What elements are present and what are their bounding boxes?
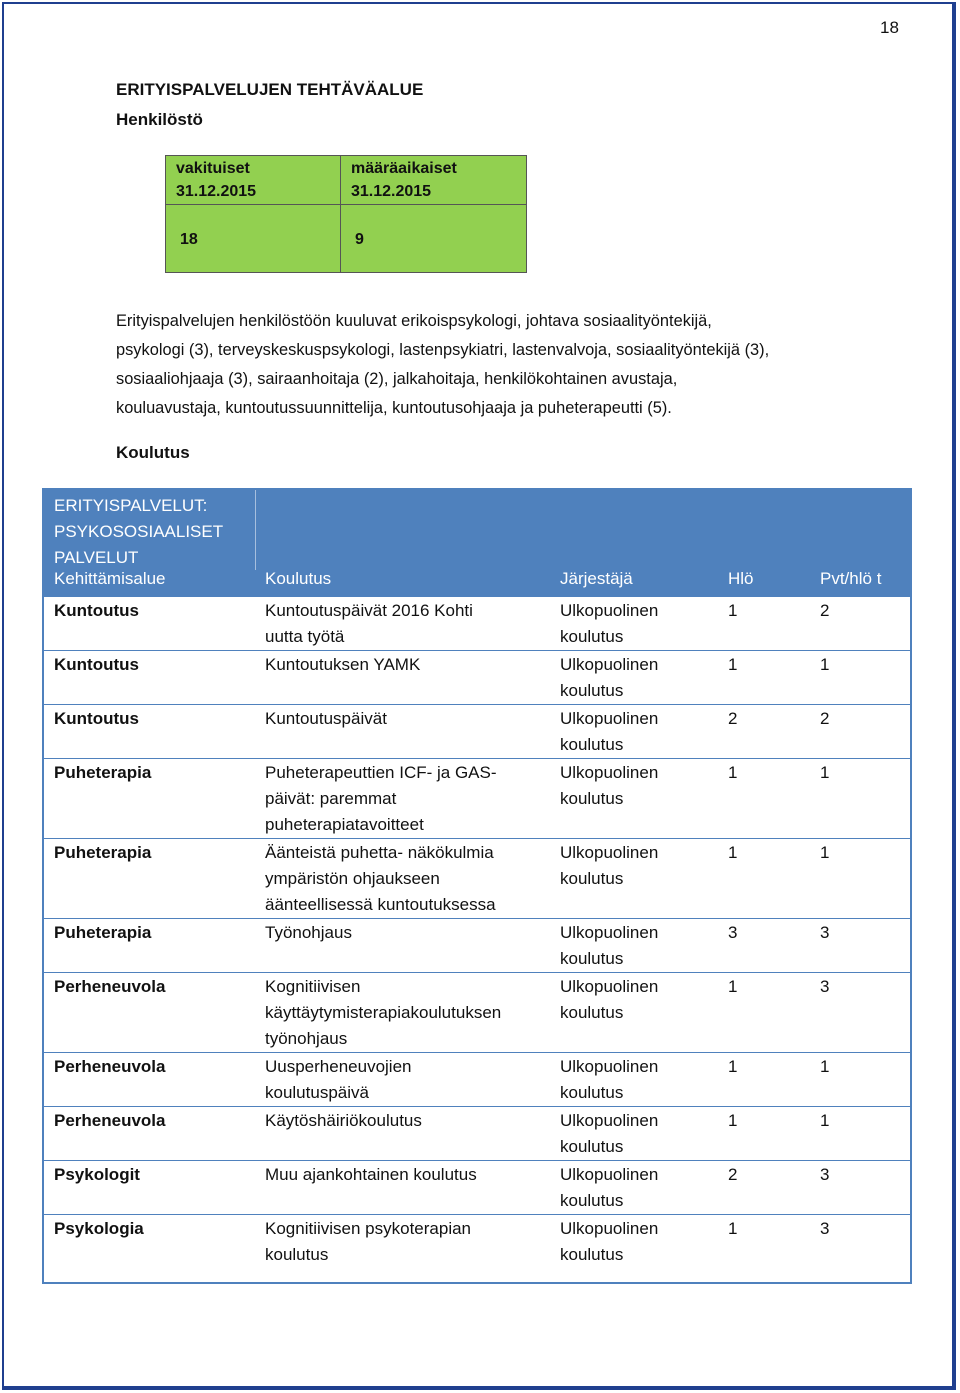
cell-course: Kuntoutuspäivät [265,709,387,728]
cell-persons: 1 [728,1057,738,1076]
cell-organizer: Ulkopuolinen koulutus [560,601,659,646]
cell-area: Perheneuvola [54,1111,166,1130]
cell-organizer: Ulkopuolinen koulutus [560,843,659,888]
table-row [44,597,910,651]
column-header-area: Kehittämisalue [54,569,166,588]
cell-days: 1 [820,1111,830,1130]
cell-days: 3 [820,1165,830,1184]
cell-organizer: Ulkopuolinen koulutus [560,763,659,808]
staff-paragraph: Erityispalvelujen henkilöstöön kuuluvat erikoispsykologi, johtava sosiaalityöntekijä, psykologi (3), terveyskeskuspsykologi, lastenpsykiatri, lastenvalvoja, sosiaalityöntekijä (3), sosiaaliohjaaja (3), sairaanhoitaja (2), jalkahoitaja, henkilökohtainen avustaja, kouluavustaja, kuntoutussuunnittelija, kuntoutusohjaaja ja puheterapeutti (5). [116,312,770,417]
cell-persons: 1 [728,601,738,620]
staff-header-fixed-term: määräaikaiset 31.12.2015 [341,156,527,205]
table-row [44,651,910,705]
cell-area: Puheterapia [54,763,152,782]
cell-course: Puheterapeuttien ICF- ja GAS- päivät: paremmat puheterapiatavoitteet [265,763,497,834]
cell-persons: 2 [728,709,738,728]
cell-course: Käytöshäiriökoulutus [265,1111,422,1130]
cell-area: Kuntoutus [54,709,139,728]
cell-organizer: Ulkopuolinen koulutus [560,1057,659,1102]
cell-course: Kognitiivisen käyttäytymisterapiakoulutuksen työnohjaus [265,977,502,1048]
cell-area: Puheterapia [54,843,152,862]
section-title: ERITYISPALVELUJEN TEHTÄVÄALUE [116,80,424,99]
cell-persons: 2 [728,1165,738,1184]
training-table-title: ERITYISPALVELUT: PSYKOSOSIAALISET PALVELUT [54,496,224,567]
cell-area: Kuntoutus [54,601,139,620]
cell-organizer: Ulkopuolinen koulutus [560,655,659,700]
cell-area: Psykologia [54,1219,144,1238]
cell-days: 1 [820,1057,830,1076]
cell-persons: 1 [728,977,738,996]
table-row [44,705,910,759]
table-row [44,759,910,839]
cell-organizer: Ulkopuolinen koulutus [560,1219,659,1264]
staff-header-permanent: vakituiset 31.12.2015 [166,156,341,205]
table-row [44,1053,910,1107]
table-row [44,973,910,1053]
staff-heading: Henkilöstö [116,110,203,129]
column-header-persons: Hlö [728,569,754,588]
page-number: 18 [880,18,899,37]
cell-course: Kuntoutuspäivät 2016 Kohti uutta työtä [265,601,473,646]
cell-organizer: Ulkopuolinen koulutus [560,1165,659,1210]
staff-value-permanent: 18 [166,205,341,273]
column-header-days: Pvt/hlö t [820,569,882,588]
cell-organizer: Ulkopuolinen koulutus [560,709,659,754]
cell-organizer: Ulkopuolinen koulutus [560,977,659,1022]
cell-course: Uusperheneuvojien koulutuspäivä [265,1057,412,1102]
cell-persons: 1 [728,1219,738,1238]
cell-days: 2 [820,709,830,728]
table-row [44,1107,910,1161]
cell-days: 1 [820,655,830,674]
table-row [44,919,910,973]
training-heading: Koulutus [116,443,190,462]
cell-persons: 3 [728,923,738,942]
cell-days: 2 [820,601,830,620]
column-header-course: Koulutus [265,569,332,588]
training-table-body [44,597,910,1281]
cell-days: 3 [820,923,830,942]
cell-area: Psykologit [54,1165,140,1184]
cell-course: Muu ajankohtainen koulutus [265,1165,477,1184]
cell-organizer: Ulkopuolinen koulutus [560,1111,659,1156]
training-table-header [44,490,910,597]
cell-persons: 1 [728,843,738,862]
cell-days: 1 [820,843,830,862]
cell-area: Puheterapia [54,923,152,942]
cell-days: 3 [820,977,830,996]
staff-value-fixed-term: 9 [341,205,527,273]
training-table [42,488,912,1284]
cell-area: Perheneuvola [54,1057,166,1076]
cell-persons: 1 [728,1111,738,1130]
cell-persons: 1 [728,655,738,674]
cell-area: Perheneuvola [54,977,166,996]
cell-organizer: Ulkopuolinen koulutus [560,923,659,968]
staff-table [165,155,527,273]
cell-days: 3 [820,1219,830,1238]
header-divider [255,490,256,570]
column-header-organizer: Järjestäjä [560,569,633,588]
table-row [44,1161,910,1215]
cell-days: 1 [820,763,830,782]
cell-course: Äänteistä puhetta- näkökulmia ympäristön ohjaukseen äänteellisessä kuntoutuksessa [265,843,496,914]
cell-persons: 1 [728,763,738,782]
table-row [44,1215,910,1281]
cell-course: Työnohjaus [265,923,352,942]
cell-course: Kognitiivisen psykoterapian koulutus [265,1219,472,1264]
cell-course: Kuntoutuksen YAMK [265,655,421,674]
cell-area: Kuntoutus [54,655,139,674]
table-row [44,839,910,919]
